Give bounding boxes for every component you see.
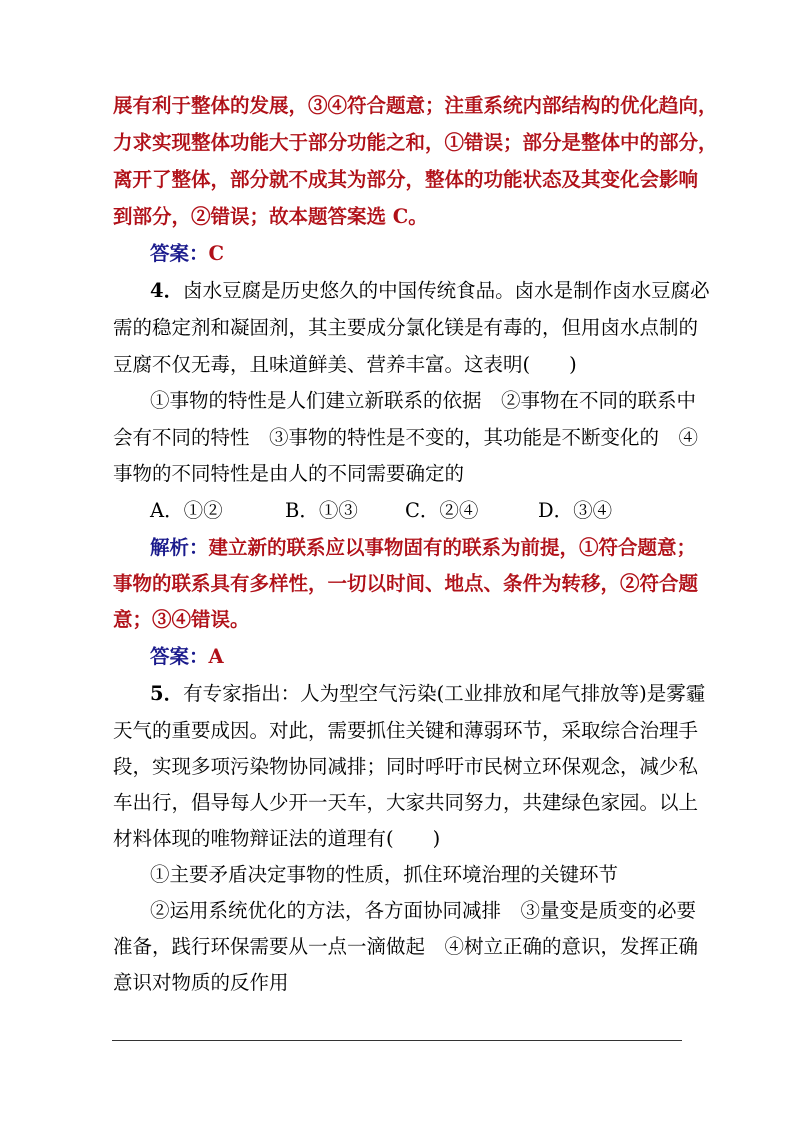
analysis-text: 建立新的联系应以事物固有的联系为前提，①符合题意； [208,536,697,559]
q3-analysis-line-3: 离开了整体，部分就不成其为部分，整体的功能状态及其变化会影响 [113,168,699,191]
q4-stem-text: 卤水豆腐是历史悠久的中国传统食品。卤水是制作卤水豆腐必 [183,279,710,302]
q5-statement-line-3: 准备，践行环保需要从一点一滴做起 ④树立正确的意识，发挥正确 [113,935,699,958]
q3-analysis-line-2: 力求实现整体功能大于部分功能之和，①错误；部分是整体中的部分， [113,131,718,154]
q3-analysis-line-4: 到部分，②错误；故本题答案选 C。 [113,205,428,228]
q4-analysis-line-2: 事物的联系具有多样性，一切以时间、地点、条件为转移，②符合题 [113,572,699,595]
answer-value: A [208,645,224,668]
q4-statement-line-3: 事物的不同特性是由人的不同需要确定的 [113,462,465,485]
q4-analysis-line-3: 意；③④错误。 [113,608,250,631]
q5-stem-line-4: 车出行，倡导每人少开一天车，大家共同努力，共建绿色家园。以上 [113,791,699,814]
q3-analysis-line-1: 展有利于整体的发展，③④符合题意；注重系统内部结构的优化趋向， [113,94,718,117]
q4-statement-line-2: 会有不同的特性 ③事物的特性是不变的，其功能是不断变化的 ④ [113,426,699,449]
q4-stem-line-3: 豆腐不仅无毒，且味道鲜美、营养丰富。这表明( ) [113,353,577,376]
option-b: B．①③ [285,499,358,522]
option-c: C．②④ [405,499,479,522]
q5-stem-line-2: 天气的重要成因。对此，需要抓住关键和薄弱环节，采取综合治理手 [113,719,699,742]
q3-answer [150,242,725,266]
q4-answer [150,645,725,669]
q4-stem-line-2: 需的稳定剂和凝固剂，其主要成分氯化镁是有毒的，但用卤水点制的 [113,316,699,339]
q4-statement-line-1: ①事物的特性是人们建立新联系的依据 ②事物在不同的联系中 [150,389,697,412]
answer-value: C [208,242,225,265]
analysis-label: 解析： [150,536,209,559]
q5-statement-line-4: 意识对物质的反作用 [113,971,289,994]
answer-label: 答案： [150,242,209,265]
q4-options [150,499,725,523]
option-d: D．③④ [538,499,613,522]
q5-stem-line-3: 段，实现多项污染物协同减排；同时呼吁市民树立环保观念，减少私 [113,755,699,778]
q5-stem-text: 有专家指出：人为型空气污染(工业排放和尾气排放等)是雾霾 [183,682,706,705]
q5-statement-line-2: ②运用系统优化的方法，各方面协同减排 ③量变是质变的必要 [150,899,697,922]
answer-label: 答案： [150,645,209,668]
q4-analysis-line-1 [150,536,725,560]
q5-stem-line-5: 材料体现的唯物辩证法的道理有( ) [113,827,441,850]
q4-stem-line-1 [150,279,725,303]
question-number: 4． [150,279,184,302]
q5-stem-line-1 [150,682,725,706]
question-number: 5． [150,682,184,705]
q5-statement-line-1: ①主要矛盾决定事物的性质，抓住环境治理的关键环节 [150,863,619,886]
option-a: A．①② [150,499,223,522]
footer-divider [112,1040,682,1041]
